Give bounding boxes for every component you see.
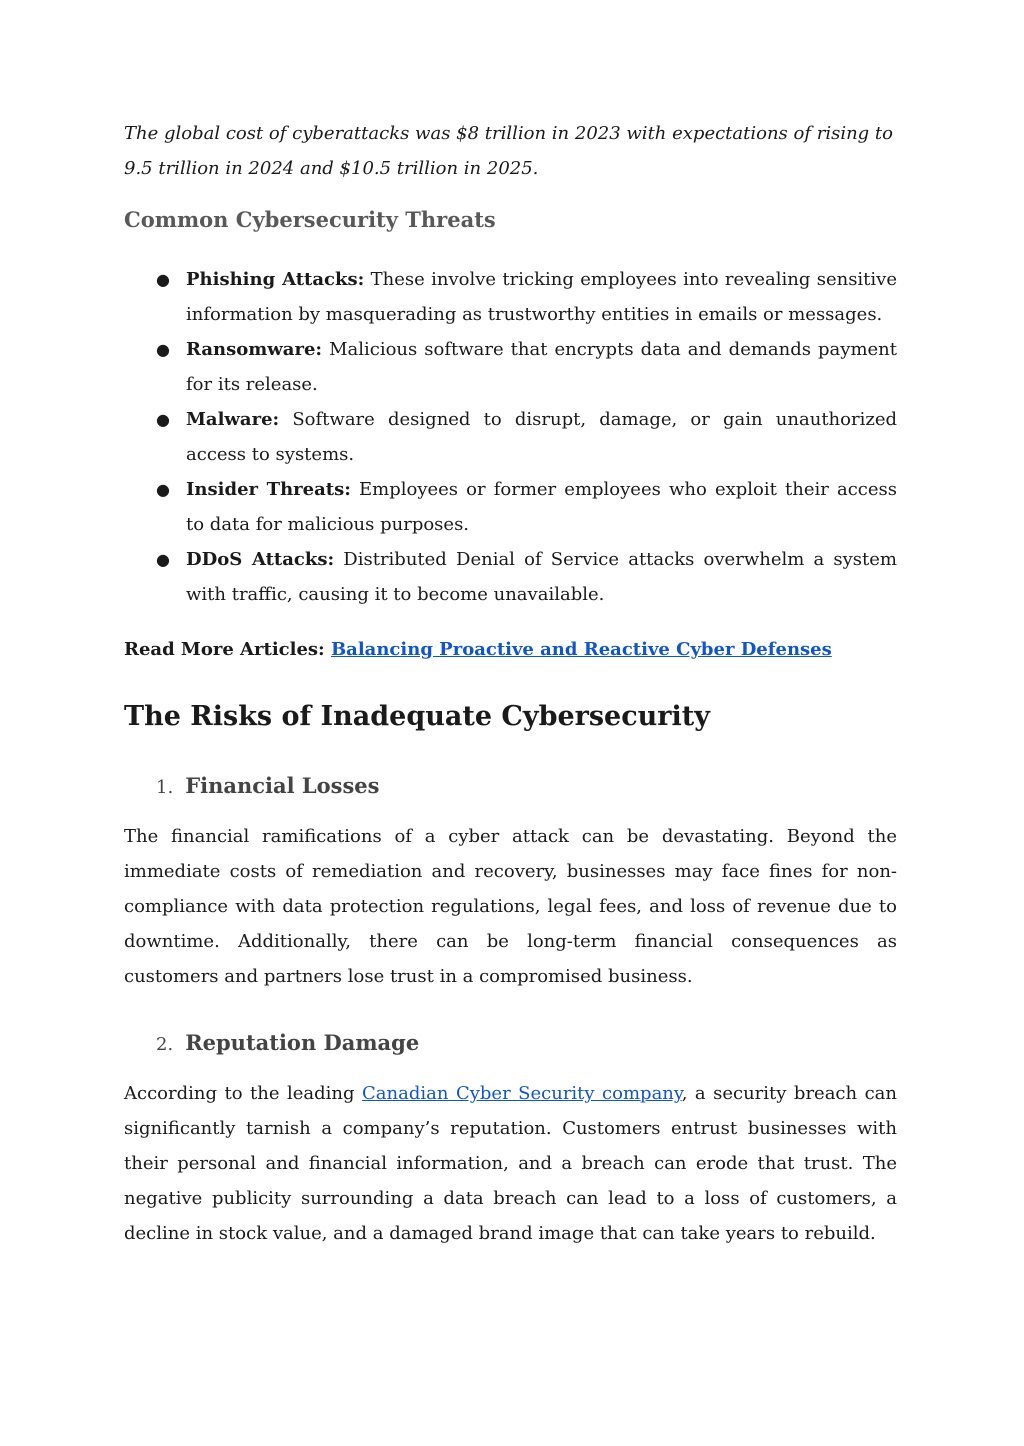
canadian-cyber-security-link[interactable]: Canadian Cyber Security company: [362, 1083, 682, 1104]
list-item: [124, 472, 897, 542]
document-page: [124, 116, 897, 1251]
bullet-icon: ●: [156, 550, 170, 569]
threat-term: DDoS Attacks:: [186, 549, 335, 570]
read-more: [124, 632, 897, 667]
bullet-icon: ●: [156, 410, 170, 429]
bullet-icon: ●: [156, 340, 170, 359]
threat-description: Software designed to disrupt, damage, or gain unauthorized access to systems.: [186, 409, 897, 465]
financial-losses-paragraph: The financial ramifications of a cyber attack can be devastating. Beyond the immediate costs of remediation and recovery, businesses may face fines for non-compliance with data protection regulations, legal fees, and loss of revenue due to downtime. Additionally, there can be long-term financial consequences as customers and partners lose trust in a compromised business.: [124, 826, 897, 987]
reputation-damage-paragraph: [124, 1076, 897, 1251]
bullet-icon: ●: [156, 270, 170, 289]
paragraph-text: , a security breach can significantly tarnish a company’s reputation. Customers entrust businesses with their personal and financial information, and a breach can erode that trust. The negative publicity surrounding a data breach can lead to a loss of customers, a decline in stock value, and a damaged brand image that can take years to rebuild.: [124, 1083, 898, 1244]
section-heading-financial-losses: [124, 771, 897, 803]
intro-statistic: The global cost of cyberattacks was $8 trillion in 2023 with expectations of rising to 9.5 trillion in 2024 and $10.5 trillion in 2025.: [124, 123, 893, 179]
bullet-icon: ●: [156, 480, 170, 499]
threats-list: [124, 262, 897, 612]
threat-description: Malicious software that encrypts data and demands payment for its release.: [186, 339, 897, 395]
list-item: [124, 332, 897, 402]
section-heading-reputation-damage: [124, 1028, 897, 1060]
list-item: [124, 402, 897, 472]
section-number: 2.: [156, 1034, 174, 1055]
list-item: [124, 262, 897, 332]
section-title: Reputation Damage: [185, 1030, 420, 1055]
risks-heading: The Risks of Inadequate Cybersecurity: [124, 701, 710, 732]
section-number: 1.: [156, 777, 174, 798]
read-more-label: Read More Articles:: [124, 639, 331, 660]
threats-heading: Common Cybersecurity Threats: [124, 207, 496, 232]
threat-description: These involve tricking employees into revealing sensitive information by masquerading as trustworthy entities in emails or messages.: [186, 269, 897, 325]
list-item: [124, 542, 897, 612]
threat-description: Employees or former employees who exploit their access to data for malicious purposes.: [186, 479, 897, 535]
threat-term: Phishing Attacks:: [186, 269, 365, 290]
section-title: Financial Losses: [185, 773, 380, 798]
threat-term: Insider Threats:: [186, 479, 351, 500]
read-more-link[interactable]: Balancing Proactive and Reactive Cyber Defenses: [330, 639, 832, 660]
threat-term: Malware:: [186, 409, 280, 430]
paragraph-text: According to the leading: [124, 1083, 363, 1104]
threat-description: Distributed Denial of Service attacks overwhelm a system with traffic, causing it to become unavailable.: [186, 549, 897, 605]
threat-term: Ransomware:: [186, 339, 323, 360]
